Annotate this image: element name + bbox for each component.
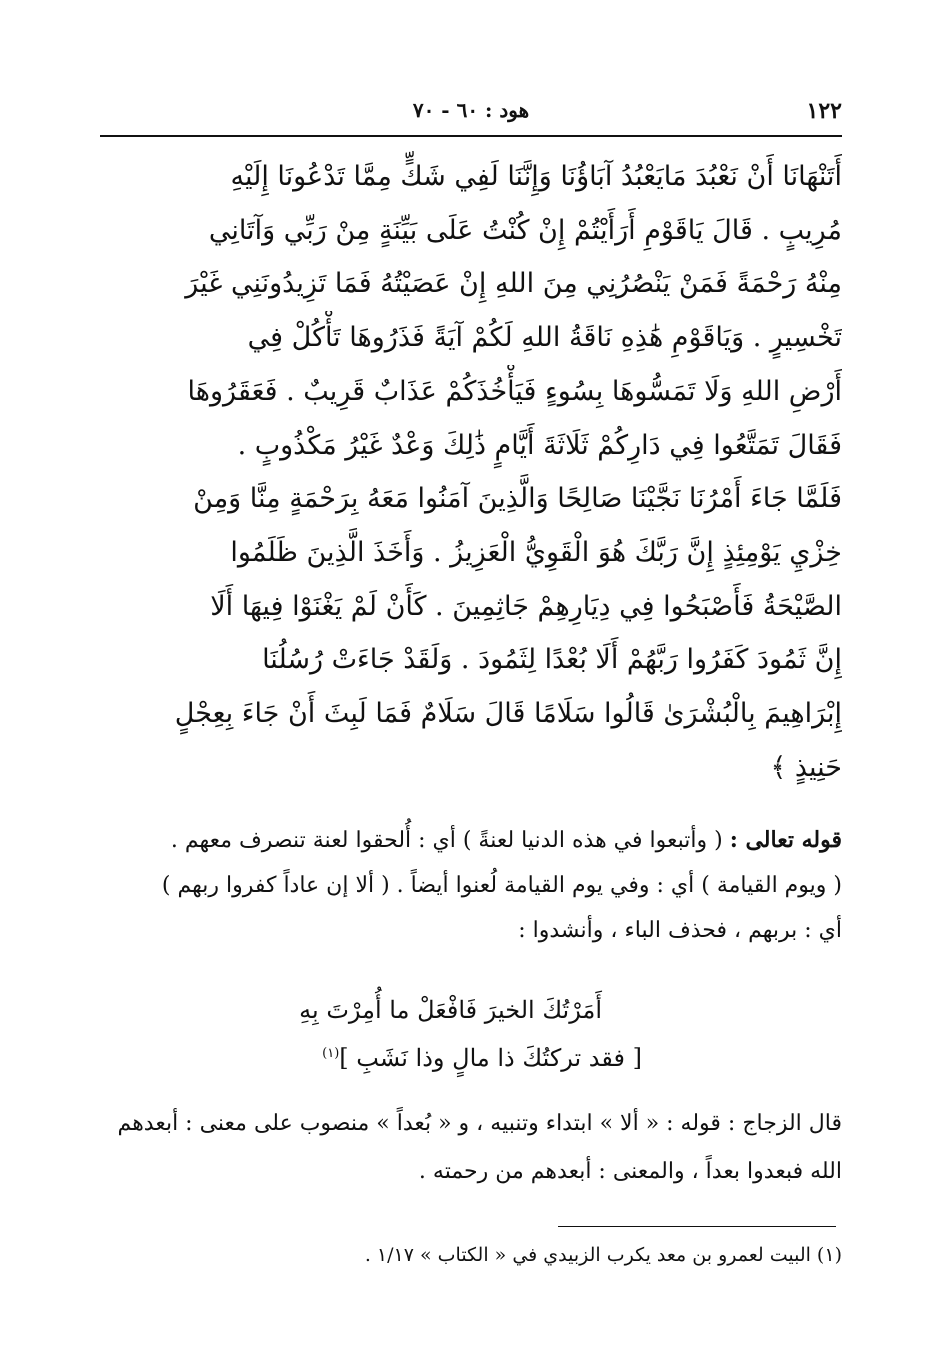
verse-line: مِنْهُ رَحْمَةً فَمَنْ يَنْصُرُنِي مِنَ اللهِ إِنْ عَصَيْتُهُ فَمَا تَزِيدُونَنِي غَيْرَ [185, 268, 842, 300]
verse-line: إِبْرَاهِيمَ بِالْبُشْرَىٰ قَالُوا سَلَامًا قَالَ سَلَامٌ فَمَا لَبِثَ أَنْ جَاءَ بِعِجْلٍ [174, 698, 842, 730]
poem-hemistich-second-text: [ فقد تركتُكَ ذا مالٍ وذا نَشَبِ ] [339, 1044, 642, 1072]
page-header [100, 92, 842, 132]
verse-line: مُرِيبٍ . قَالَ يَاقَوْمِ أَرَأَيْتُمْ إِنْ كُنْتُ عَلَى بَيِّنَةٍ مِنْ رَبِّي وَآتَانِي [208, 214, 842, 246]
verse-line: حَنِيذٍ ﴾ [770, 751, 842, 783]
zajjaj-line: قال الزجاج : قوله : « ألا » ابتداء وتنبيه ، و « بُعداً » منصوب على معنى : أبعدهم [117, 1111, 842, 1136]
verse-line: إِنَّ ثَمُودَ كَفَرُوا رَبَّهُمْ أَلَا بُعْدًا لِثَمُودَ . وَلَقَدْ جَاءَتْ رُسُلُنَا [262, 644, 842, 676]
poem-hemistich-second [100, 1032, 842, 1080]
page-number: ١٢٢ [806, 98, 842, 124]
zajjaj-commentary [100, 1100, 842, 1196]
verse-line: فَلَمَّا جَاءَ أَمْرُنَا نَجَّيْنَا صَالِحًا وَالَّذِينَ آمَنُوا مَعَهُ بِرَحْمَةٍ مِنَّا وَمِنْ [193, 483, 842, 515]
verse-line: أَتَنْهَانَا أَنْ نَعْبُدَ مَايَعْبُدُ آبَاؤُنَا وَإِنَّنَا لَفِي شَكٍّ مِمَّا تَدْعُونَا إِلَيْهِ [230, 161, 842, 192]
footnote-reference: (١) [322, 1046, 340, 1061]
verse-line: الصَّيْحَةُ فَأَصْبَحُوا فِي دِيَارِهِمْ جَاثِمِينَ . كَأَنْ لَمْ يَغْنَوْا فِيهَا أَلَا [210, 590, 842, 622]
footnote-rule [558, 1226, 836, 1227]
commentary [100, 818, 842, 953]
poem-hemistich-first: أَمَرْتُكَ الخيرَ فَافْعَلْ ما أُمِرْتَ بِهِ [299, 996, 602, 1024]
footnote: (١) البيت لعمرو بن معد يكرب الزبيدي في « الكتاب » ١/١٧ . [364, 1244, 842, 1266]
zajjaj-line: الله فبعدوا بعداً ، والمعنى : أبعدهم من رحمته . [418, 1159, 842, 1184]
verse-line: تَخْسِيرٍ . وَيَاقَوْمِ هَٰذِهِ نَاقَةُ اللهِ لَكُمْ آيَةً فَذَرُوهَا تَأْكُلْ فِي [247, 322, 842, 354]
commentary-line: أي : بربهم ، فحذف الباء ، وأنشدوا : [518, 918, 842, 943]
verse-line: فَقَالَ تَمَتَّعُوا فِي دَارِكُمْ ثَلَاثَةَ أَيَّامٍ ذَٰلِكَ وَعْدٌ غَيْرُ مَكْذُوبٍ . [237, 429, 842, 461]
commentary-line: ( ويوم القيامة ) أي : وفي يوم القيامة لُعنوا أيضاً . ( ألا إن عاداً كفروا ربهم ) [161, 873, 842, 898]
commentary-line [100, 818, 842, 863]
commentary-lead: قوله تعالى : [729, 827, 842, 853]
verse-line: خِزْيِ يَوْمِئِذٍ إِنَّ رَبَّكَ هُوَ الْقَوِيُّ الْعَزِيزُ . وَأَخَذَ الَّذِينَ ظَلَمُوا [230, 536, 842, 568]
running-title: هود : ٦٠ - ٧٠ [412, 98, 530, 122]
poem-verse [100, 988, 842, 1080]
commentary-text: ( وأتبعوا في هذه الدنيا لعنةً ) أي : أُلحقوا لعنة تنصرف معهم . [170, 828, 723, 853]
verse-line: أَرْضِ اللهِ وَلَا تَمَسُّوهَا بِسُوءٍ فَيَأْخُذَكُمْ عَذَابٌ قَرِيبٌ . فَعَقَرُوهَا [187, 375, 842, 407]
header-rule [100, 135, 842, 137]
quran-verses [100, 150, 842, 794]
